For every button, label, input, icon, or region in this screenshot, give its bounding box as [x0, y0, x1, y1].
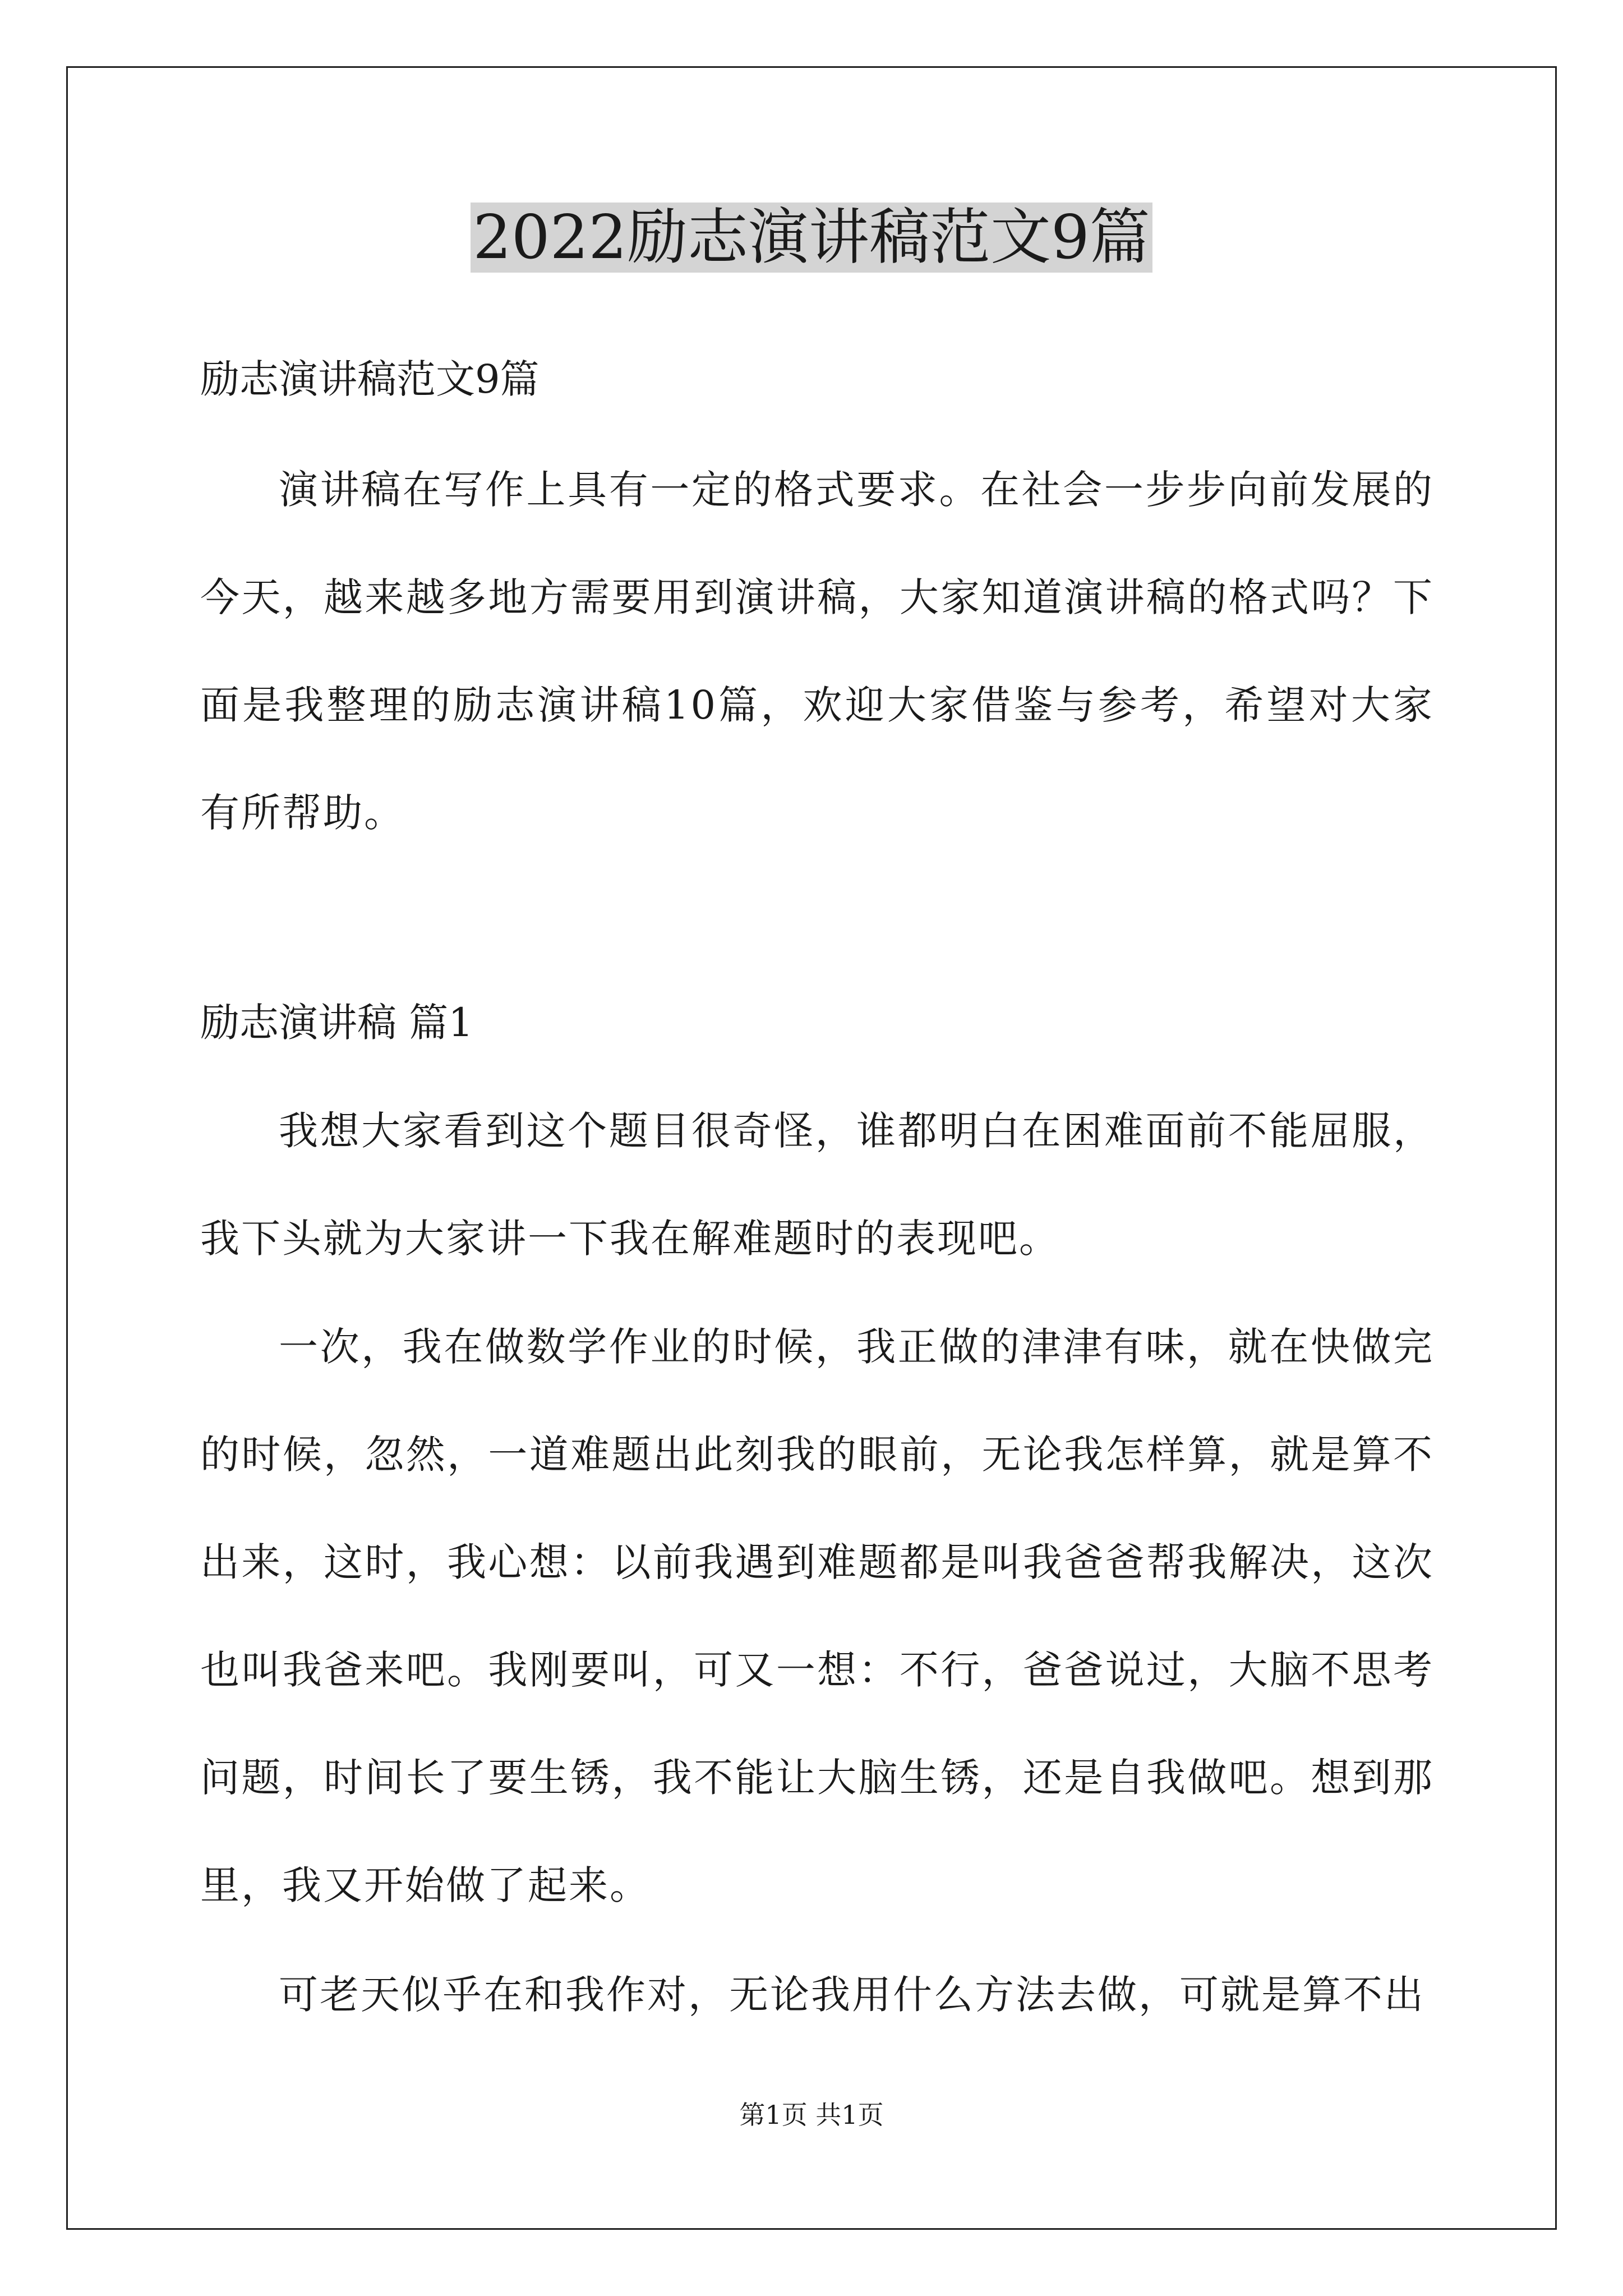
title-text: 2022励志演讲稿范文9篇 — [471, 203, 1152, 273]
section-heading: 励志演讲稿 篇1 — [200, 1000, 473, 1046]
body-paragraph-2: 一次，我在做数学作业的时候，我正做的津津有味，就在快做完的时候，忽然，一道难题出此刻我的眼前，无论我怎样算，就是算不出来，这时，我心想：以前我遇到难题都是叫我爸爸帮我解决，这次也叫我爸来吧。我刚要叫，可又一想：不行，爸爸说过，大脑不思考问题，时间长了要生锈，我不能让大脑生锈，还是自我做吧。想到那里，我又开始做了起来。 — [200, 1324, 1434, 1908]
page-footer: 第1页 共1页 — [739, 2100, 884, 2130]
body-paragraph-3: 可老天似乎在和我作对，无论我用什么方法去做，可就是算不出 — [279, 1972, 1425, 2018]
body-paragraph-1: 我想大家看到这个题目很奇怪，谁都明白在困难面前不能屈服，我下头就为大家讲一下我在解难题时的表现吧。 — [200, 1108, 1434, 1262]
document-title — [0, 200, 1623, 276]
intro-paragraph: 演讲稿在写作上具有一定的格式要求。在社会一步步向前发展的今天，越来越多地方需要用到演讲稿，大家知道演讲稿的格式吗？下面是我整理的励志演讲稿10篇，欢迎大家借鉴与参考，希望对大家有所帮助。 — [200, 467, 1434, 836]
document-subtitle: 励志演讲稿范文9篇 — [200, 356, 540, 402]
